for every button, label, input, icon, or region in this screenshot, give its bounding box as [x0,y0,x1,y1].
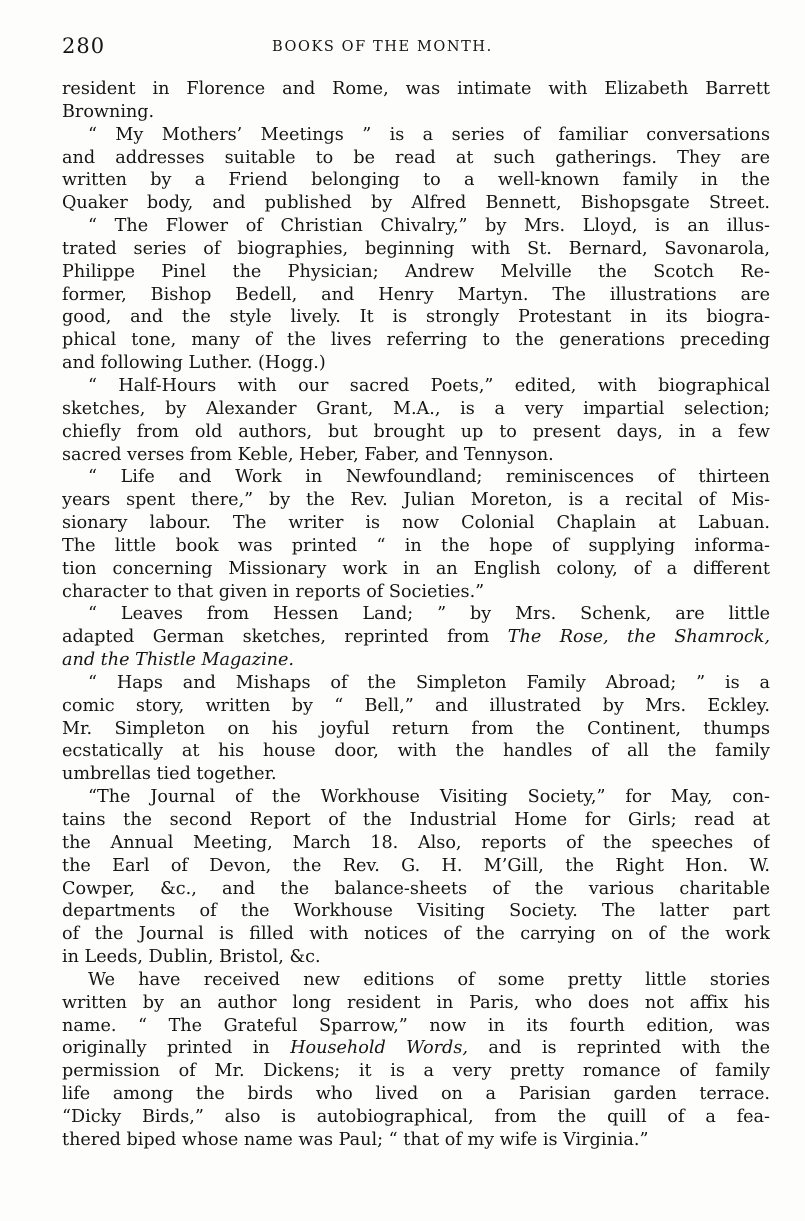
text-line: Philippe Pinel the Physician; Andrew Melville the Scotch Re- [62,261,770,282]
text-line: trated series of biographies, beginning with St. Bernard, Savonarola, [62,238,770,259]
text-line: written by an author long resident in Paris, who does not affix his [62,992,770,1013]
text-line: sketches, by Alexander Grant, M.A., is a very impartial selection; [62,398,770,419]
text-segment: adapted German sketches, reprinted from [62,627,490,648]
text-line: former, Bishop Bedell, and Henry Martyn. The illustrations are [62,284,770,305]
text-line: in Leeds, Dublin, Bristol, &c. [62,947,321,968]
text-line: written by a Friend belonging to a well-known family in the [62,170,770,191]
text-line: and following Luther. (Hogg.) [62,353,326,374]
text-line: Mr. Simpleton on his joyful return from the Continent, thumps [62,718,770,739]
text-line: umbrellas tied together. [62,764,277,785]
text-line: Browning. [62,101,155,122]
text-line: sacred verses from Keble, Heber, Faber, and Tennyson. [62,444,554,465]
text-line [62,626,770,649]
text-line: “ Life and Work in Newfoundland; reminiscences of thirteen [88,467,770,488]
text-line: The little book was printed “ in the hope of supplying informa- [62,535,770,556]
text-line: and addresses suitable to be read at such gatherings. They are [62,147,770,168]
text-line: character to that given in reports of Societies.” [62,581,485,602]
page-header [62,34,772,64]
text-line: sionary labour. The writer is now Colonial Chaplain at Labuan. [62,513,770,534]
text-line: departments of the Workhouse Visiting Society. The latter part [62,901,770,922]
text-line: “ Haps and Mishaps of the Simpleton Family Abroad; ” is a [88,672,770,693]
article-body [62,78,770,1152]
text-segment: and is reprinted with the [488,1038,770,1059]
text-line: tion concerning Missionary work in an English colony, of a different [62,558,770,579]
text-line: phical tone, many of the lives referring to the generations preceding [62,330,770,351]
italic-title: and the Thistle Magazine. [62,650,294,671]
text-line: good, and the style lively. It is strongly Protestant in its biogra- [62,307,770,328]
text-line: “ Leaves from Hessen Land; ” by Mrs. Schenk, are little [88,604,770,625]
text-line: chiefly from old authors, but brought up to present days, in a few [62,421,770,442]
text-line: name. “ The Grateful Sparrow,” now in its fourth edition, was [62,1015,770,1036]
text-segment: originally printed in [62,1038,270,1059]
text-line: thered biped whose name was Paul; “ that of my wife is Virginia.” [62,1129,649,1150]
text-line: the Earl of Devon, the Rev. G. H. M’Gill, the Right Hon. W. [62,855,770,876]
text-line: the Annual Meeting, March 18. Also, reports of the speeches of [62,832,770,853]
text-line: comic story, written by “ Bell,” and illustrated by Mrs. Eckley. [62,695,770,716]
text-line: Cowper, &c., and the balance-sheets of the various charitable [62,878,770,899]
text-line [62,649,770,672]
text-line: resident in Florence and Rome, was intimate with Elizabeth Barrett [62,79,770,99]
text-line: “ Half-Hours with our sacred Poets,” edited, with biographical [88,375,770,396]
text-line: ecstatically at his house door, with the handles of all the family [62,741,770,762]
running-title: BOOKS OF THE MONTH. [272,39,493,55]
text-line: years spent there,” by the Rev. Julian Moreton, is a recital of Mis- [62,490,770,511]
page-number: 280 [62,34,106,58]
text-line: “Dicky Birds,” also is autobiographical, from the quill of a fea- [62,1106,770,1127]
italic-title: The Rose, the Shamrock, [507,627,770,648]
italic-title: Household Words, [290,1038,468,1059]
text-line: Quaker body, and published by Alfred Bennett, Bishopsgate Street. [62,193,770,214]
text-line: of the Journal is filled with notices of the carrying on of the work [62,924,770,945]
text-line [62,1037,770,1060]
text-line: We have received new editions of some pretty little stories [88,969,770,990]
text-line: “ The Flower of Christian Chivalry,” by Mrs. Lloyd, is an illus- [88,216,770,237]
text-line: life among the birds who lived on a Parisian garden terrace. [62,1084,770,1105]
text-line: tains the second Report of the Industrial Home for Girls; read at [62,810,770,830]
text-line: permission of Mr. Dickens; it is a very pretty romance of family [62,1061,770,1082]
text-line: “ My Mothers’ Meetings ” is a series of familiar conversations [88,124,770,145]
text-line: “The Journal of the Workhouse Visiting Society,” for May, con- [88,787,770,808]
